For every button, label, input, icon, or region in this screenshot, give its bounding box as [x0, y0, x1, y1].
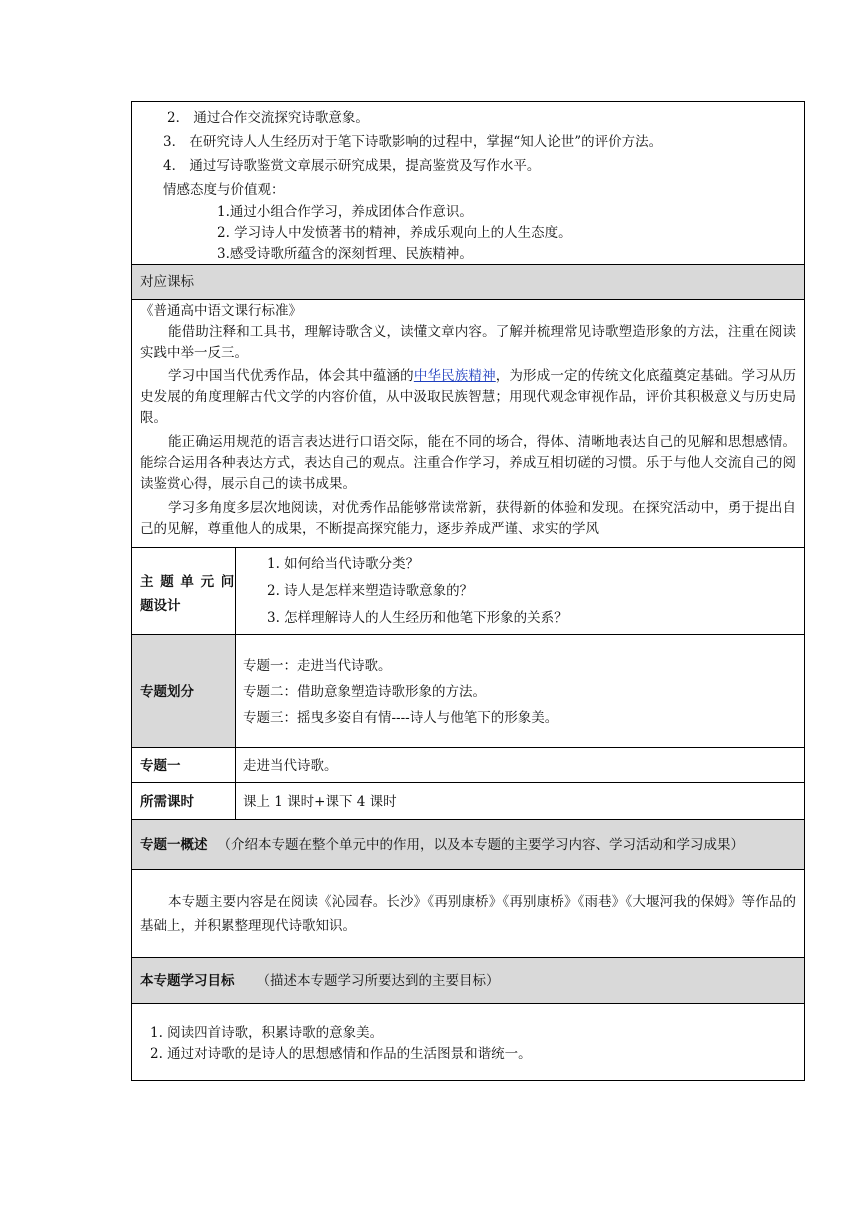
- objective-line: 3． 在研究诗人人生经历对于笔下诗歌影响的过程中，掌握“知人论世”的评价方法。: [163, 134, 663, 150]
- column-divider: [235, 783, 236, 819]
- unit-questions-label: 题设计: [140, 598, 181, 614]
- overview-header: [132, 819, 804, 869]
- hours-row: [132, 782, 804, 819]
- goals-content: [132, 1003, 804, 1080]
- topic-item: 专题二：借助意象塑造诗歌形象的方法。: [243, 684, 486, 700]
- goals-title: 本专题学习目标: [140, 973, 235, 989]
- lesson-plan-table: [131, 101, 805, 1081]
- standards-header: [132, 264, 804, 299]
- unit-questions-row: [132, 547, 804, 634]
- goals-header: [132, 957, 804, 1003]
- overview-hint: （介绍本专题在整个单元中的作用，以及本专题的主要学习内容、学习活动和学习成果）: [217, 837, 744, 853]
- ethos-link[interactable]: 中华民族精神: [413, 368, 496, 384]
- objective-line: 3.感受诗歌所蕴含的深刻哲理、民族精神。: [217, 246, 473, 262]
- goals-hint: （描述本专题学习所要达到的主要目标）: [256, 973, 500, 989]
- topics-label: 专题划分: [140, 684, 194, 700]
- objectives-section: [132, 102, 804, 264]
- hours-value: 课上 1 课时+课下 4 课时: [243, 794, 397, 810]
- unit-questions-label: 主 题 单 元 问: [140, 574, 236, 590]
- topic-one-row: [132, 747, 804, 782]
- topic-item: 专题一：走进当代诗歌。: [243, 658, 392, 674]
- topic-item: 专题三：摇曳多姿自有情----诗人与他笔下的形象美。: [243, 710, 559, 726]
- goals-header-text: [140, 972, 500, 990]
- standards-content: [132, 299, 804, 547]
- unit-question: 3. 怎样理解诗人的人生经历和他笔下形象的关系？: [267, 610, 568, 626]
- overview-text: 本专题主要内容是在阅读《沁园春。长沙》《再别康桥》《再别康桥》《雨巷》《大堰河我的保姆》等作品的基础上，并积累整理现代诗歌知识。: [140, 894, 796, 934]
- standards-paragraph: 能正确运用规范的语言表达进行口语交际，能在不同的场合，得体、清晰地表达自己的见解和思想感情。能综合运用各种表达方式，表达自己的观点。注重合作学习，养成互相切磋的习惯。乐于与他人交流自己的阅读鉴赏心得，展示自己的读书成果。: [140, 434, 796, 492]
- column-divider: [235, 635, 236, 747]
- unit-question: 2. 诗人是怎样来塑造诗歌意象的？: [267, 583, 474, 599]
- overview-header-text: [140, 836, 744, 854]
- objective-line: 2. 学习诗人中发愤著书的精神，养成乐观向上的人生态度。: [217, 225, 572, 241]
- hours-label: 所需课时: [140, 794, 194, 810]
- objective-line: 4． 通过写诗歌鉴赏文章展示研究成果，提高鉴赏及写作水平。: [163, 158, 541, 174]
- objective-line: 1.通过小组合作学习，养成团体合作意识。: [217, 204, 473, 220]
- standards-header-label: 对应课标: [140, 274, 194, 290]
- overview-content: [132, 869, 804, 957]
- standards-source: 《普通高中语文课行标准》: [140, 303, 302, 319]
- topics-row: [132, 634, 804, 747]
- objective-line: 2． 通过合作交流探究诗歌意象。: [167, 110, 369, 126]
- standards-paragraph: 能借助注释和工具书，理解诗歌含义，读懂文章内容。了解并梳理常见诗歌塑造形象的方法，注重在阅读实践中举一反三。: [140, 324, 796, 361]
- unit-question: 1. 如何给当代诗歌分类？: [267, 556, 420, 572]
- column-divider: [235, 748, 236, 782]
- section-heading: 情感态度与价值观：: [163, 182, 285, 198]
- goal-item: 2. 通过对诗歌的是诗人的思想感情和作品的生活图景和谐统一。: [150, 1046, 532, 1062]
- goal-item: 1. 阅读四首诗歌，积累诗歌的意象美。: [150, 1025, 384, 1041]
- standards-paragraph: 学习多角度多层次地阅读，对优秀作品能够常读常新，获得新的体验和发现。在探究活动中，勇于提出自己的见解，尊重他人的成果，不断提高探究能力，逐步养成严谨、求实的学风: [140, 500, 796, 537]
- overview-title: 专题一概述: [140, 837, 208, 853]
- standards-paragraph: 学习中国当代优秀作品，体会其中蕴涵的中华民族精神，为形成一定的传统文化底蕴奠定基础。学习从历史发展的角度理解古代文学的内容价值，从中汲取民族智慧；用现代观念审视作品，评价其积极意义与历史局限。: [140, 368, 797, 426]
- topic-one-value: 走进当代诗歌。: [243, 758, 338, 774]
- topic-one-label: 专题一: [140, 758, 181, 774]
- column-divider: [235, 548, 236, 634]
